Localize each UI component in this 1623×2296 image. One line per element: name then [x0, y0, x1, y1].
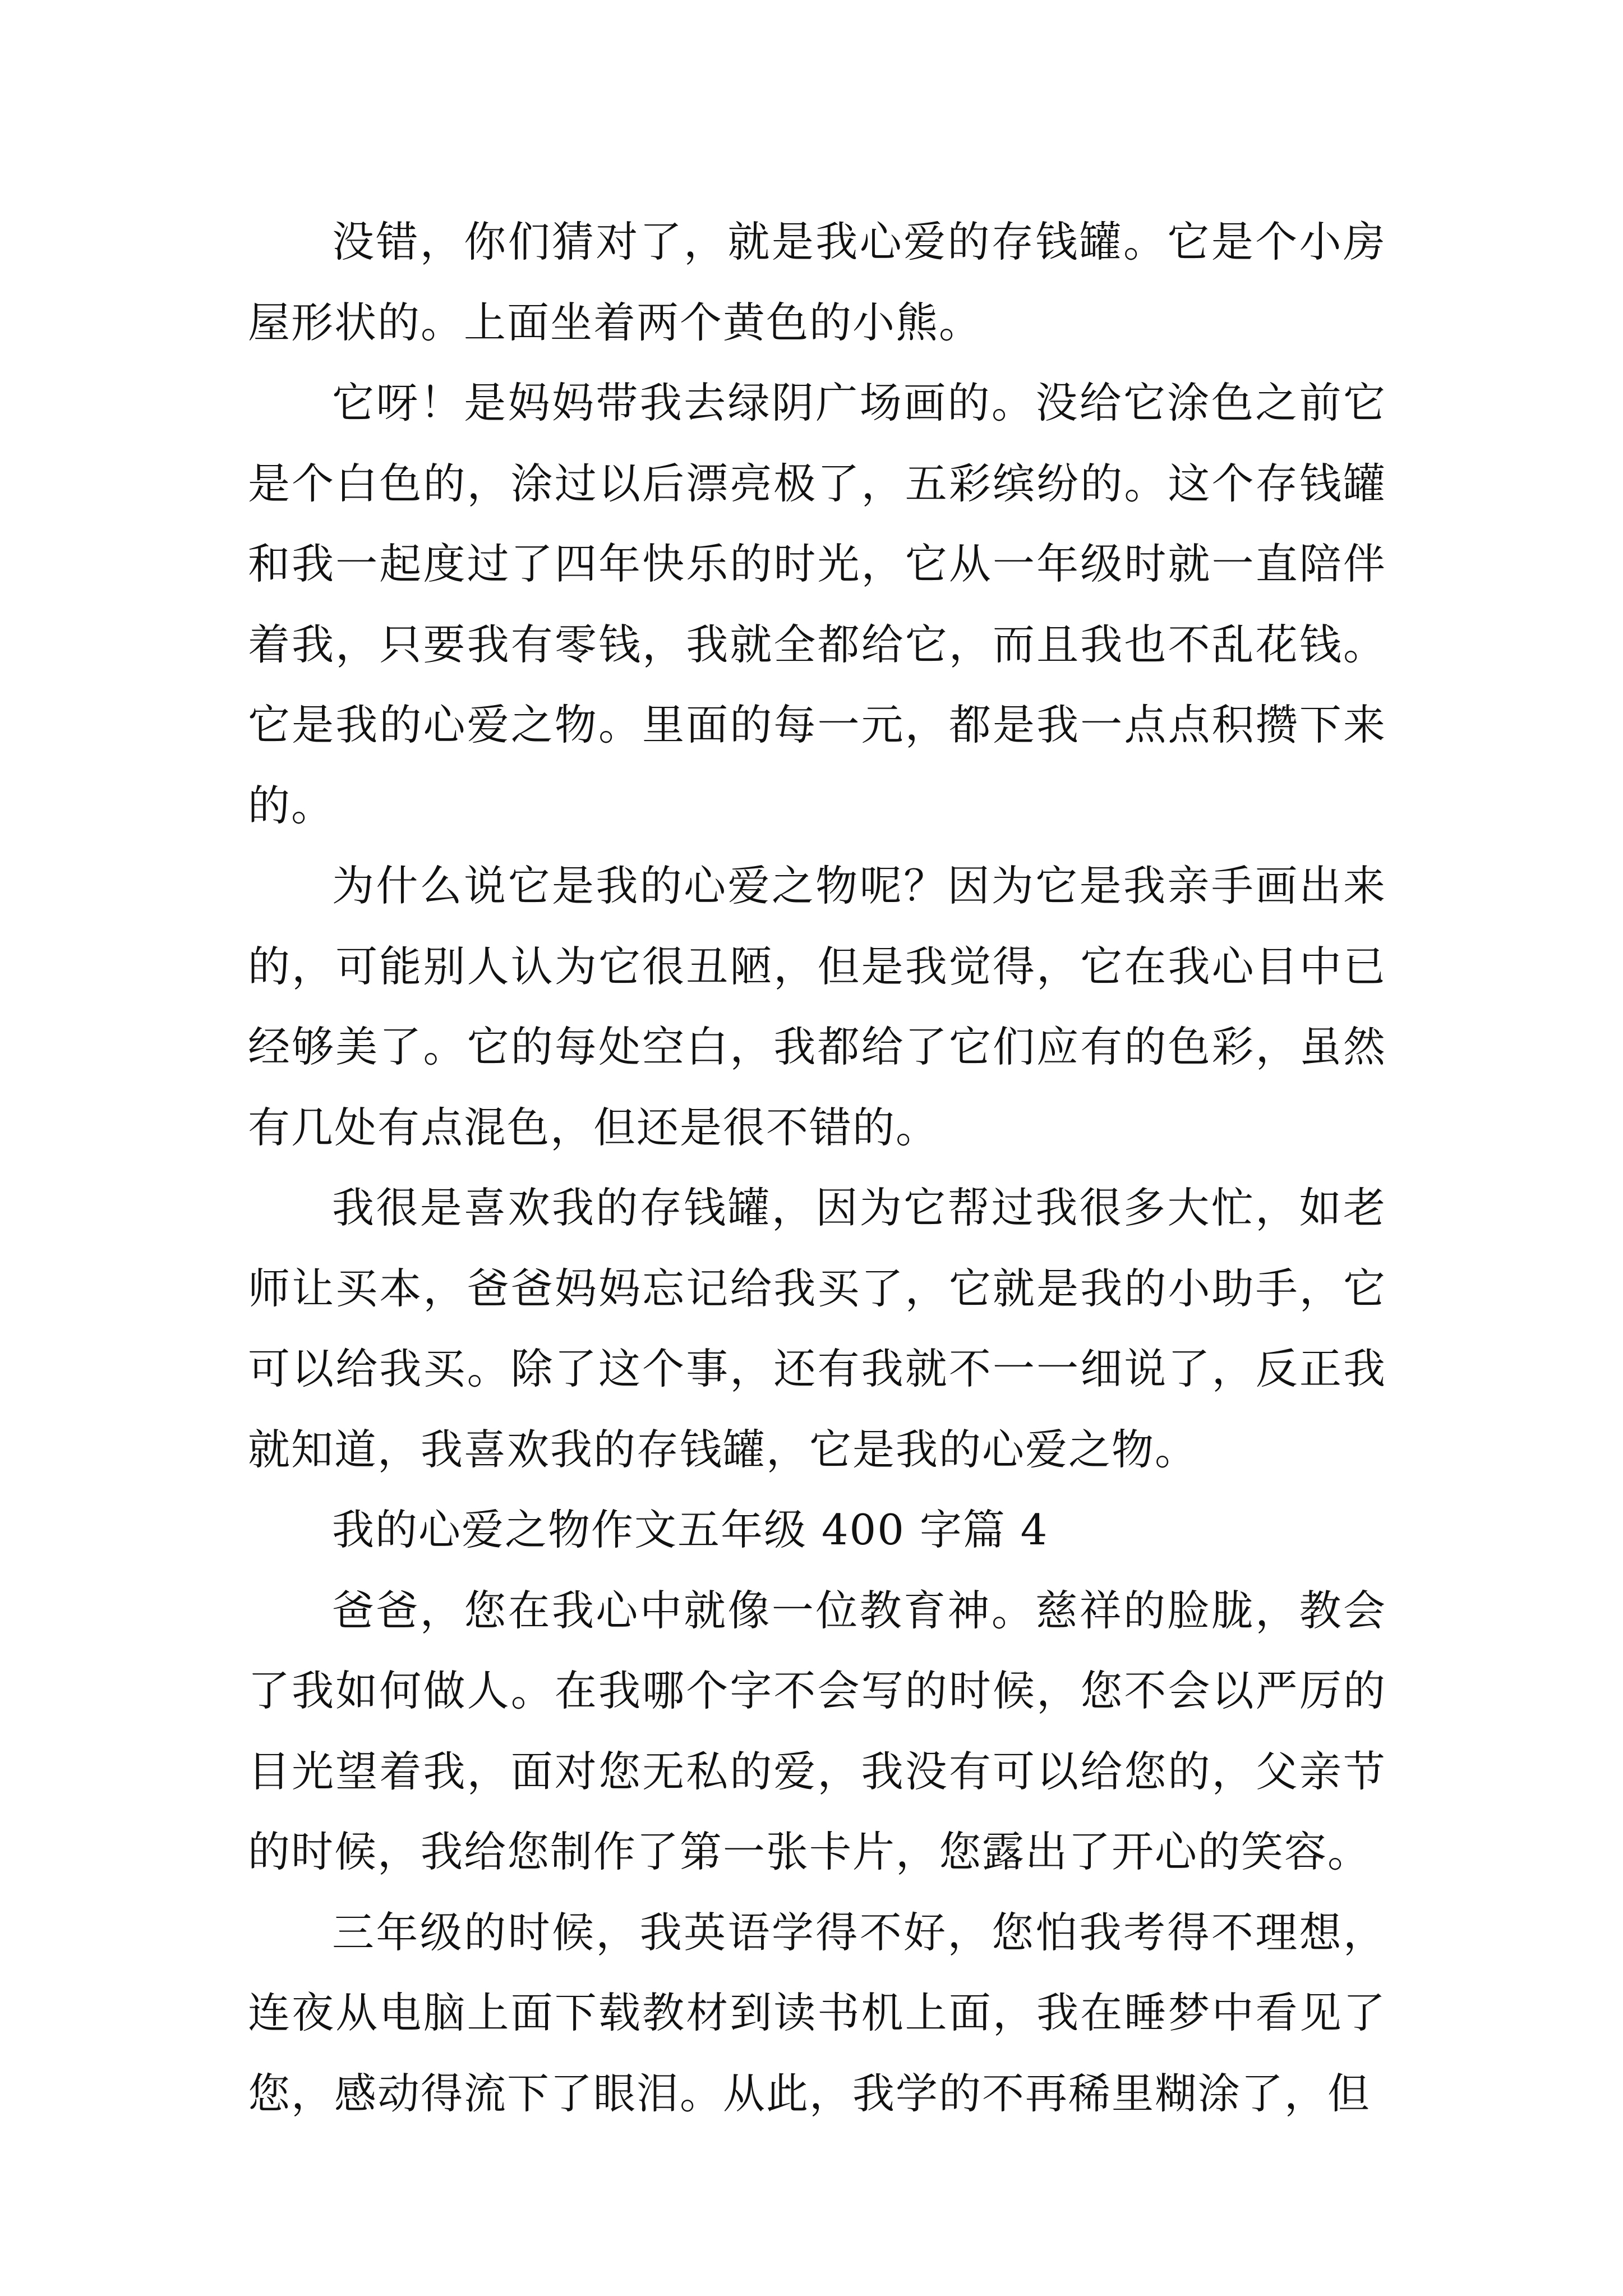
paragraph-third-grade: 三年级的时候，我英语学得不好，您怕我考得不理想，连夜从电脑上面下载教材到读书机上面，我在睡梦中看见了您，感动得流下了眼泪。从此，我学的不再稀里糊涂了，但 [248, 1907, 1386, 2118]
document-body [248, 202, 1386, 2134]
section-heading: 我的心爱之物作文五年级 400 字篇 4 [332, 1505, 1049, 1554]
paragraph-why-beloved: 为什么说它是我的心爱之物呢？因为它是我亲手画出来的，可能别人认为它很丑陋，但是我觉得，它在我心目中已经够美了。它的每处空白，我都给了它们应有的色彩，虽然有几处有点混色，但还是很不错的。 [248, 861, 1386, 1152]
paragraph-father: 爸爸，您在我心中就像一位教育神。慈祥的脸胧，教会了我如何做人。在我哪个字不会写的时候，您不会以严厉的目光望着我，面对您无私的爱，我没有可以给您的，父亲节的时候，我给您制作了第一张卡片，您露出了开心的笑容。 [248, 1585, 1386, 1876]
paragraph-piggy-bank-painting: 它呀！是妈妈带我去绿阴广场画的。没给它涂色之前它是个白色的，涂过以后漂亮极了，五彩缤纷的。这个存钱罐和我一起度过了四年快乐的时光，它从一年级时就一直陪伴着我，只要我有零钱，我就全都给它，而且我也不乱花钱。它是我的心爱之物。里面的每一元，都是我一点点积攒下来的。 [248, 378, 1386, 830]
paragraph-piggy-bank-intro: 没错，你们猜对了，就是我心爱的存钱罐。它是个小房屋形状的。上面坐着两个黄色的小熊。 [248, 217, 1386, 347]
paragraph-helper: 我很是喜欢我的存钱罐，因为它帮过我很多大忙，如老师让买本，爸爸妈妈忘记给我买了，它就是我的小助手，它可以给我买。除了这个事，还有我就不一一细说了，反正我就知道，我喜欢我的存钱罐，它是我的心爱之物。 [248, 1183, 1386, 1474]
